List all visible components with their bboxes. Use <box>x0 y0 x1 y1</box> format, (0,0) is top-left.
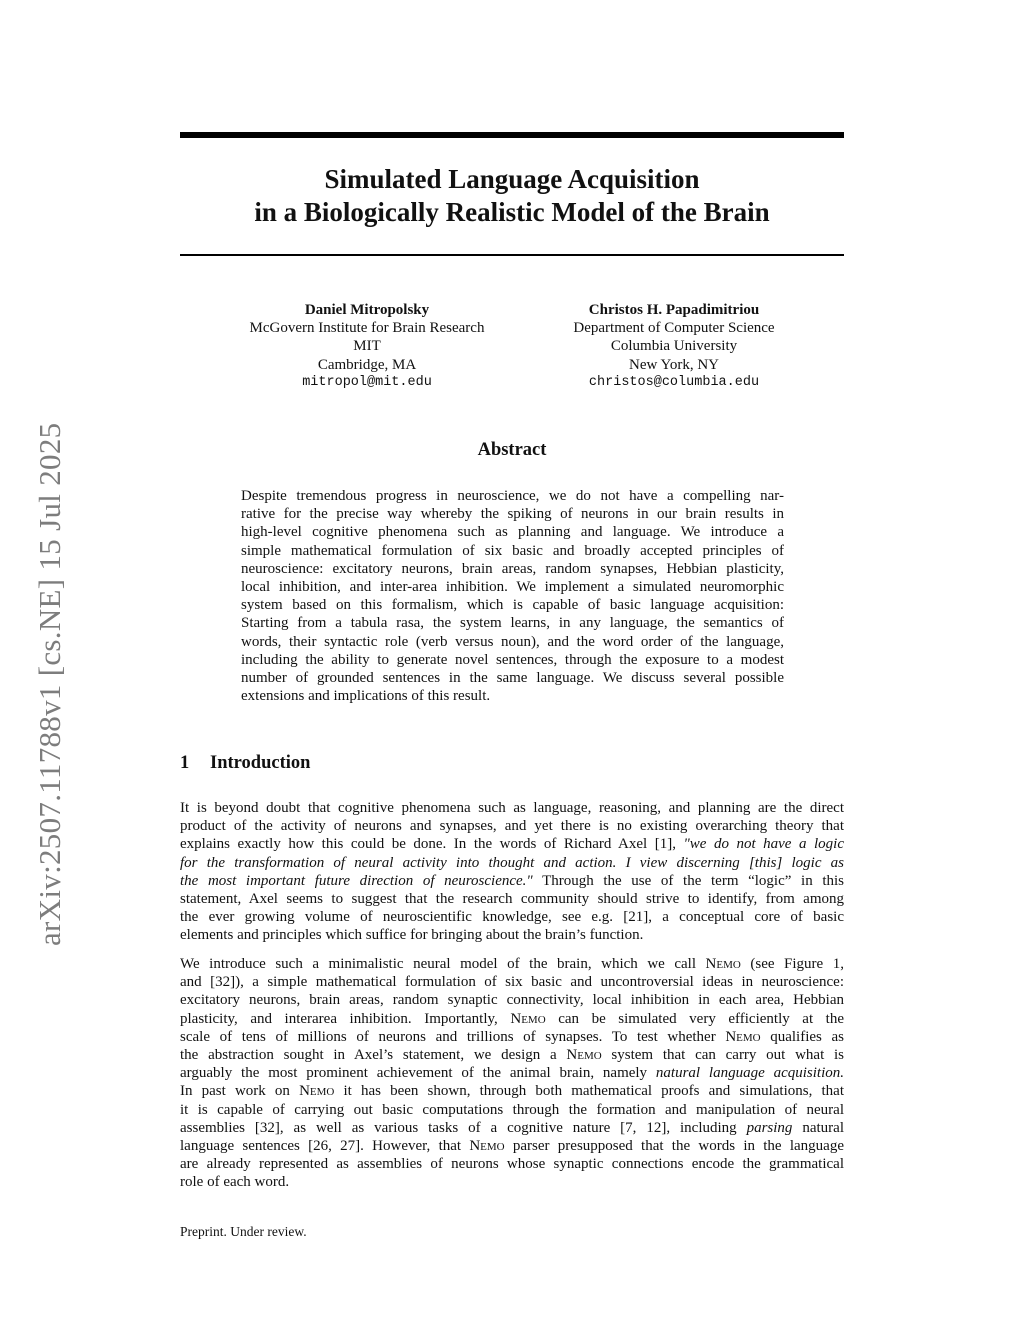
nemo-term: Nemo <box>299 1083 335 1100</box>
intro-paragraph-2 <box>180 955 844 1192</box>
quote-run: for the transformation of neural activity into thought and action. I view discerning [this] logic as <box>180 854 844 871</box>
paragraph-line: the ever growing volume of neuroscientific knowledge, see e.g. [21], a conceptual core of basic <box>180 909 844 926</box>
text-run: can be simulated very efficiently at the <box>545 1010 845 1027</box>
paragraph-line: role of each word. <box>180 1174 290 1191</box>
abstract-line: high-level cognitive phenomena such as planning and language. We introduce a <box>241 524 784 541</box>
abstract-line: Despite tremendous progress in neuroscience, we do not have a compelling nar- <box>241 488 784 504</box>
paragraph-line: and [32]), a simple mathematical formulation of six basic and uncontroversial ideas in neuroscience: <box>180 974 844 991</box>
nemo-term: Nemo <box>705 956 741 972</box>
paragraph-line <box>180 955 844 973</box>
paragraph-line: it is capable of carrying out basic computations through the formation and manipulation of neural <box>180 1101 844 1118</box>
paragraph-line: are already represented as assemblies of neurons whose synaptic connections encode the grammatical <box>180 1156 844 1173</box>
intro-paragraph-1 <box>180 799 844 945</box>
text-run: plasticity, and interarea inhibition. Importantly, <box>180 1010 511 1027</box>
text-run: arguably the most prominent achievement of the animal brain, namely <box>180 1065 656 1082</box>
author-location: New York, NY <box>628 356 719 373</box>
paragraph-line <box>180 1082 844 1100</box>
paragraph-line <box>180 1064 844 1082</box>
author-affiliation: Department of Computer Science <box>573 320 775 337</box>
abstract-line: words, their syntactic role (verb versus noun), and the word order of the language, <box>241 633 784 650</box>
text-run: language sentences [26, 27]. However, that <box>180 1138 470 1155</box>
title-line-1: Simulated Language Acquisition <box>324 164 700 194</box>
paragraph-line: product of the activity of neurons and synapses, and yet there is no existing overarching theory that <box>180 818 844 835</box>
abstract-line: neuroscience: excitatory neurons, brain areas, random synapses, Hebbian plasticity, <box>241 560 784 577</box>
nemo-term: Nemo <box>566 1047 602 1064</box>
text-run: explains exactly how this could be done. In the words of Richard Axel [1], <box>180 836 684 853</box>
title-line-2: in a Biologically Realistic Model of the Brain <box>254 197 770 227</box>
author-email-link[interactable]: christos@columbia.edu <box>588 374 760 390</box>
paragraph-line: statement, Axel seems to suggest that the research community should strive to identify, from among <box>180 891 844 908</box>
paragraph-line <box>180 1137 844 1155</box>
nemo-term: Nemo <box>469 1138 505 1155</box>
title-bottom-rule <box>180 254 844 256</box>
abstract-line: simple mathematical formulation of six basic and broadly accepted principles of <box>241 542 784 559</box>
quote-run: the most important future direction of neuroscience." <box>180 872 533 889</box>
abstract-line: rative for the precise way whereby the spiking of neurons in our brain results in <box>241 506 784 523</box>
author-email-link[interactable]: mitropol@mit.edu <box>302 374 432 390</box>
text-run: In past work on <box>180 1083 300 1100</box>
author-block-2 <box>514 301 834 392</box>
text-run: We introduce such a minimalistic neural model of the brain, which we call <box>180 956 706 972</box>
text-run: assemblies [32], as well as various tasks of a cognitive nature [7, 12], including <box>180 1119 747 1136</box>
arxiv-identifier-stamp: arXiv:2507.11788v1 [cs.NE] 15 Jul 2025 <box>32 422 67 946</box>
text-run: the abstraction sought in Axel’s statement, we design a <box>180 1047 567 1064</box>
paragraph-line <box>180 872 844 890</box>
author-name: Christos H. Papadimitriou <box>588 302 760 318</box>
paragraph-line <box>180 1119 844 1137</box>
author-institution: Columbia University <box>610 338 738 355</box>
page-footer: Preprint. Under review. <box>180 1224 307 1239</box>
abstract-body <box>241 487 784 705</box>
abstract-line: number of grounded sentences in the same language. We discuss several possible <box>241 670 784 687</box>
abstract-heading: Abstract <box>477 440 547 460</box>
nemo-term: Nemo <box>510 1010 546 1027</box>
paragraph-line <box>180 854 844 872</box>
section-title: Introduction <box>210 753 311 773</box>
abstract-line: extensions and implications of this result. <box>241 688 491 705</box>
paragraph-line <box>180 1010 844 1028</box>
text-run: scale of tens of millions of neurons and trillions of synapses. To test whether <box>180 1028 726 1045</box>
author-institution: MIT <box>353 338 381 355</box>
section-number: 1 <box>180 753 190 773</box>
abstract-line: local inhibition, and inter-area inhibition. We implement a simulated neuromorphic <box>241 579 784 596</box>
title-top-rule <box>180 132 844 138</box>
emphasis-run: parsing <box>746 1119 793 1136</box>
author-location: Cambridge, MA <box>317 356 417 373</box>
text-run: it has been shown, through both mathematical proofs and simulations, that <box>334 1083 844 1100</box>
text-run: Through the use of the term “logic” in this <box>532 872 844 889</box>
paragraph-line <box>180 1028 844 1046</box>
author-name: Daniel Mitropolsky <box>304 302 430 318</box>
abstract-line: including the ability to generate novel sentences, through the exposure to a modest <box>241 651 784 668</box>
paper-title <box>180 163 844 229</box>
quote-run: "we do not have a logic <box>683 836 844 853</box>
emphasis-run: natural language acquisition. <box>655 1065 844 1082</box>
author-affiliation: McGovern Institute for Brain Research <box>249 320 485 337</box>
author-block-1 <box>207 301 527 392</box>
text-run: system that can carry out what is <box>601 1047 844 1064</box>
abstract-line: Starting from a tabula rasa, the system learns, in any language, the semantics of <box>241 615 784 632</box>
text-run: natural <box>792 1119 844 1136</box>
abstract-line: system based on this formalism, which is capable of basic language acquisition: <box>241 597 784 614</box>
text-run: qualifies as <box>760 1028 844 1045</box>
paragraph-line: excitatory neurons, brain areas, random synaptic connectivity, local inhibition in each area, Hebbian <box>180 992 844 1009</box>
text-run: (see Figure 1, <box>740 956 844 972</box>
paragraph-line <box>180 835 844 853</box>
paragraph-line <box>180 1046 844 1064</box>
paragraph-line: It is beyond doubt that cognitive phenomena such as language, reasoning, and planning are the direct <box>180 800 844 816</box>
text-run: parser presupposed that the words in the language <box>504 1138 844 1155</box>
section-heading-introduction <box>180 753 310 774</box>
nemo-term: Nemo <box>725 1028 761 1045</box>
paragraph-line: elements and principles which suffice for bringing about the brain’s function. <box>180 927 644 944</box>
